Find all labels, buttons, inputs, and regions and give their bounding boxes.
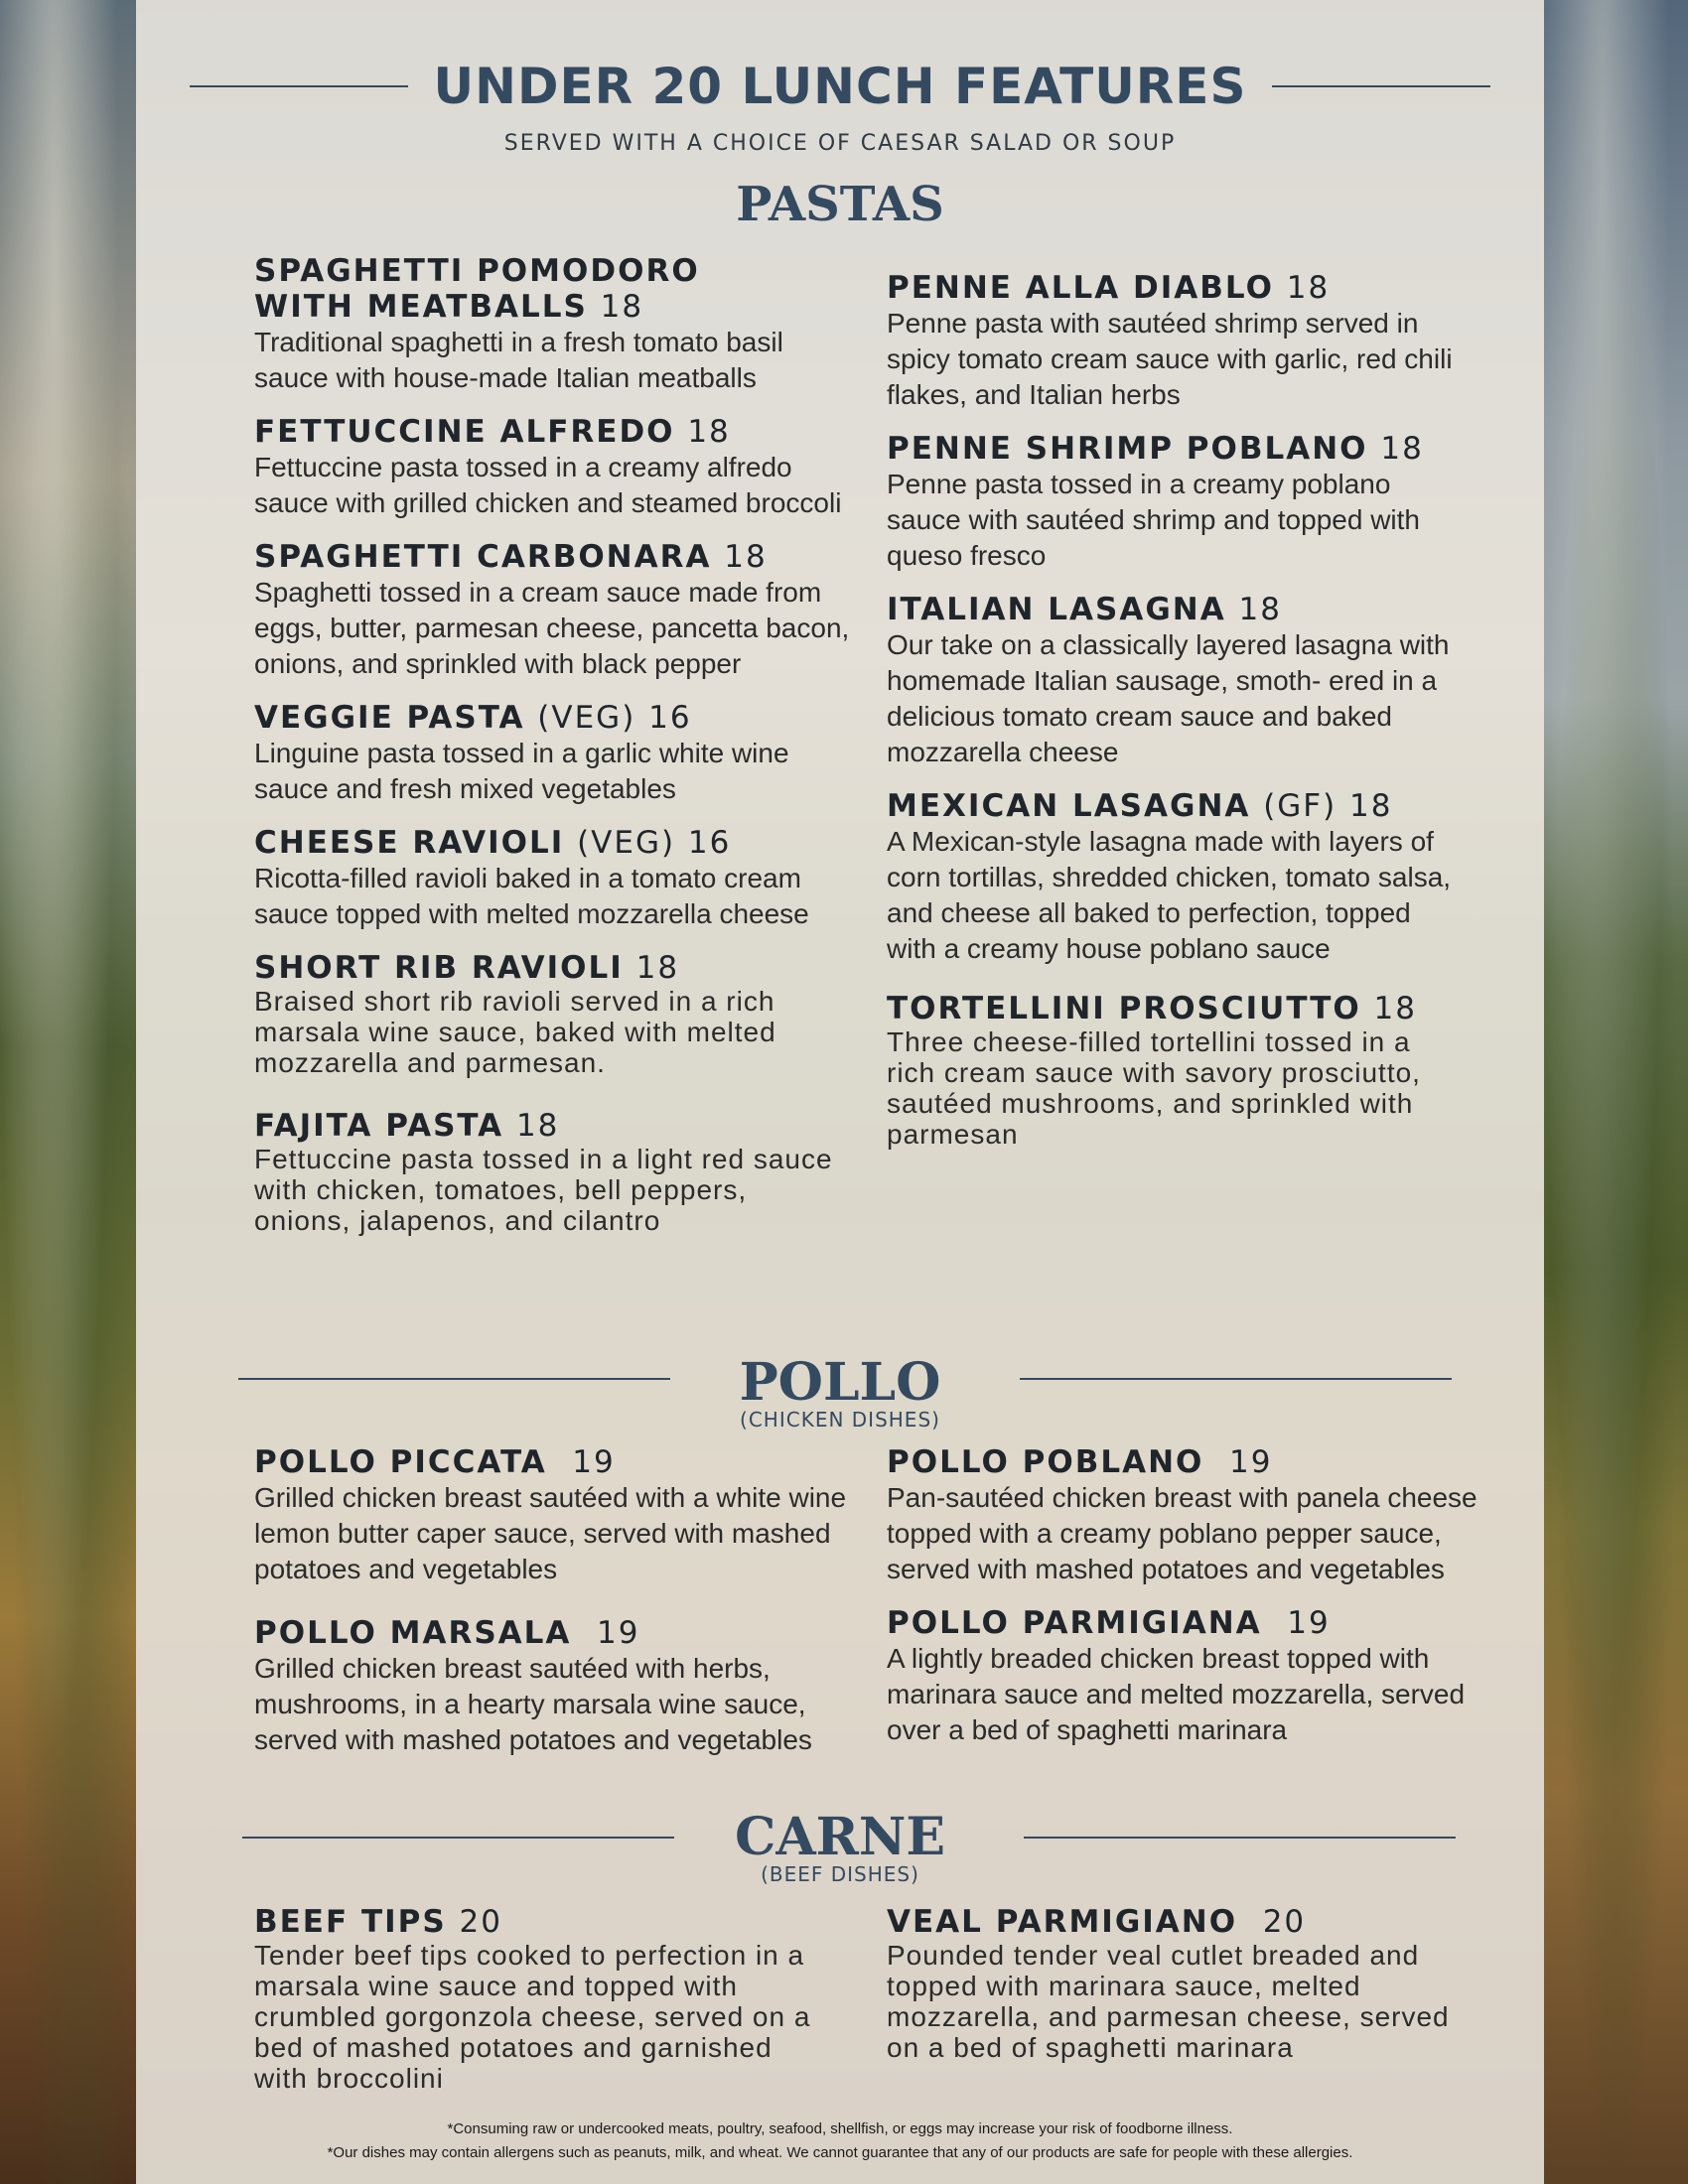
item-price: 18 — [600, 289, 644, 325]
menu-item — [887, 592, 1463, 770]
item-name: SPAGHETTI POMODORO — [254, 253, 700, 289]
menu-item — [887, 1904, 1463, 2063]
menu-item — [254, 1615, 880, 1758]
header-rule-left — [190, 85, 408, 87]
item-price: 18 — [635, 950, 680, 986]
item-name: BEEF TIPS 20 — [254, 1904, 502, 1940]
background-landscape-right — [1544, 0, 1688, 2184]
item-price: 16 — [687, 825, 732, 861]
menu-item — [887, 1444, 1492, 1587]
item-name: FAJITA PASTA 18 — [254, 1108, 560, 1144]
item-price: 18 — [687, 414, 731, 450]
menu-item — [254, 950, 850, 1078]
section-subtitle-pollo: (CHICKEN DISHES) — [740, 1408, 940, 1432]
item-price: 19 — [572, 1444, 616, 1480]
menu-item — [887, 431, 1463, 574]
section-title-pastas: PASTAS — [736, 177, 944, 232]
item-description: Penne pasta with sautéed shrimp served in spicy tomato cream sauce with garlic, red chili flakes, and Italian herbs — [887, 308, 1453, 410]
item-description: Our take on a classically layered lasagna with homemade Italian sausage, smoth- ered in a delicious tomato cream sauce and baked mozzarella cheese — [887, 629, 1450, 767]
item-name: PENNE SHRIMP POBLANO 18 — [887, 431, 1424, 467]
item-name: SPAGHETTI CARBONARA 18 — [254, 539, 768, 575]
menu-panel — [136, 0, 1544, 2184]
menu-item — [254, 253, 850, 396]
item-description: Linguine pasta tossed in a garlic white wine sauce and fresh mixed vegetables — [254, 738, 789, 804]
carne-right-column — [887, 1904, 1463, 2081]
item-description: Penne pasta tossed in a creamy poblano sauce with sautéed shrimp and topped with queso fresco — [887, 469, 1420, 571]
item-price: 18 — [724, 539, 768, 575]
item-description: Tender beef tips cooked to perfection in a marsala wine sauce and topped with crumbled gorgonzola cheese, served on a bed of mashed potatoes and garnished with broccolini — [254, 1940, 811, 2094]
item-price: 20 — [459, 1904, 502, 1940]
item-price: 19 — [597, 1615, 640, 1651]
item-name: CHEESE RAVIOLI (VEG) 16 — [254, 825, 732, 861]
item-description: Three cheese-filled tortellini tossed in a rich cream sauce with savory prosciutto, sautéed mushrooms, and sprinkled with parmesan — [887, 1026, 1421, 1150]
menu-title: UNDER 20 LUNCH FEATURES — [433, 58, 1247, 115]
item-name: ITALIAN LASAGNA 18 — [887, 592, 1282, 627]
menu-item — [887, 788, 1463, 967]
section-title-carne: CARNE — [734, 1807, 946, 1867]
item-description: Pounded tender veal cutlet breaded and topped with marinara sauce, melted mozzarella, and parmesan cheese, served on a bed of spaghetti marinara — [887, 1940, 1450, 2063]
menu-header — [136, 58, 1544, 115]
menu-item — [254, 539, 850, 682]
item-name: VEAL PARMIGIANO 20 — [887, 1904, 1307, 1940]
menu-item — [254, 1108, 850, 1236]
footnote-foodborne-illness: *Consuming raw or undercooked meats, poultry, seafood, shellfish, or eggs may increase your risk of foodborne illness. — [447, 2120, 1233, 2137]
item-dietary-tag: (GF) — [1263, 788, 1337, 824]
header-rule-right — [1272, 85, 1490, 87]
item-name: TORTELLINI PROSCIUTTO 18 — [887, 991, 1417, 1026]
item-name: POLLO PICCATA 19 — [254, 1444, 616, 1480]
item-name: MEXICAN LASAGNA (GF) 18 — [887, 788, 1393, 824]
item-name: VEGGIE PASTA (VEG) 16 — [254, 700, 692, 736]
item-price: 20 — [1262, 1904, 1307, 1940]
item-price: 18 — [1238, 592, 1282, 627]
item-name: PENNE ALLA DIABLO 18 — [887, 270, 1331, 306]
item-description: Pan-sautéed chicken breast with panela cheese topped with a creamy poblano pepper sauce, served with mashed potatoes and vegetables — [887, 1482, 1477, 1584]
item-price: 18 — [1286, 270, 1331, 306]
item-description: Fettuccine pasta tossed in a light red sauce with chicken, tomatoes, bell peppers, onions, jalapenos, and cilantro — [254, 1144, 833, 1236]
menu-item — [887, 991, 1463, 1150]
item-price: 18 — [1349, 788, 1393, 824]
item-description: Spaghetti tossed in a cream sauce made from eggs, butter, parmesan cheese, pancetta bacon, onions, and sprinkled with black pepper — [254, 577, 850, 679]
menu-item — [254, 1444, 880, 1587]
section-subtitle-carne: (BEEF DISHES) — [761, 1862, 919, 1886]
menu-item — [254, 414, 850, 521]
item-description: Ricotta-filled ravioli baked in a tomato cream sauce topped with melted mozzarella cheese — [254, 863, 809, 929]
pastas-left-column — [254, 253, 850, 1254]
item-description: Grilled chicken breast sautéed with a white wine lemon butter caper sauce, served with mashed potatoes and vegetables — [254, 1482, 847, 1584]
item-name: SHORT RIB RAVIOLI 18 — [254, 950, 680, 986]
item-price: 18 — [1380, 431, 1424, 467]
carne-left-column — [254, 1904, 830, 2112]
item-description: Braised short rib ravioli served in a rich marsala wine sauce, baked with melted mozzarella and parmesan. — [254, 986, 776, 1078]
menu-subtitle: SERVED WITH A CHOICE OF CAESAR SALAD OR SOUP — [503, 131, 1177, 156]
item-description: Fettuccine pasta tossed in a creamy alfredo sauce with grilled chicken and steamed broccoli — [254, 452, 842, 518]
menu-item — [254, 1904, 830, 2094]
item-dietary-tag: (VEG) — [537, 700, 636, 736]
menu-item — [887, 1605, 1492, 1748]
item-price: 19 — [1287, 1605, 1331, 1641]
item-description: Grilled chicken breast sautéed with herbs, mushrooms, in a hearty marsala wine sauce, served with mashed potatoes and vegetables — [254, 1653, 812, 1755]
item-price: 16 — [648, 700, 692, 736]
item-description: A lightly breaded chicken breast topped with marinara sauce and melted mozzarella, served over a bed of spaghetti marinara — [887, 1643, 1466, 1745]
menu-item — [887, 270, 1463, 413]
item-name-line2: WITH MEATBALLS 18 — [254, 289, 644, 325]
item-name: POLLO POBLANO 19 — [887, 1444, 1273, 1480]
item-price: 18 — [1373, 991, 1417, 1026]
item-name: FETTUCCINE ALFREDO 18 — [254, 414, 731, 450]
footnote-allergens: *Our dishes may contain allergens such as peanuts, milk, and wheat. We cannot guarantee that any of our products are safe for people with these allergies. — [327, 2144, 1353, 2161]
menu-item — [254, 700, 850, 807]
item-price: 19 — [1228, 1444, 1273, 1480]
item-dietary-tag: (VEG) — [577, 825, 676, 861]
item-name: POLLO PARMIGIANA 19 — [887, 1605, 1331, 1641]
item-description: Traditional spaghetti in a fresh tomato basil sauce with house-made Italian meatballs — [254, 327, 783, 393]
pastas-right-column — [887, 270, 1463, 1167]
menu-item — [254, 825, 850, 932]
section-title-pollo: POLLO — [739, 1352, 941, 1413]
pollo-right-column — [887, 1444, 1492, 1766]
pollo-left-column — [254, 1444, 880, 1776]
background-landscape-left — [0, 0, 136, 2184]
item-price: 18 — [515, 1108, 560, 1144]
item-description: A Mexican-style lasagna made with layers of corn tortillas, shredded chicken, tomato salsa, and cheese all baked to perfection, topped with a creamy house poblano sauce — [887, 826, 1452, 964]
item-name: POLLO MARSALA 19 — [254, 1615, 640, 1651]
